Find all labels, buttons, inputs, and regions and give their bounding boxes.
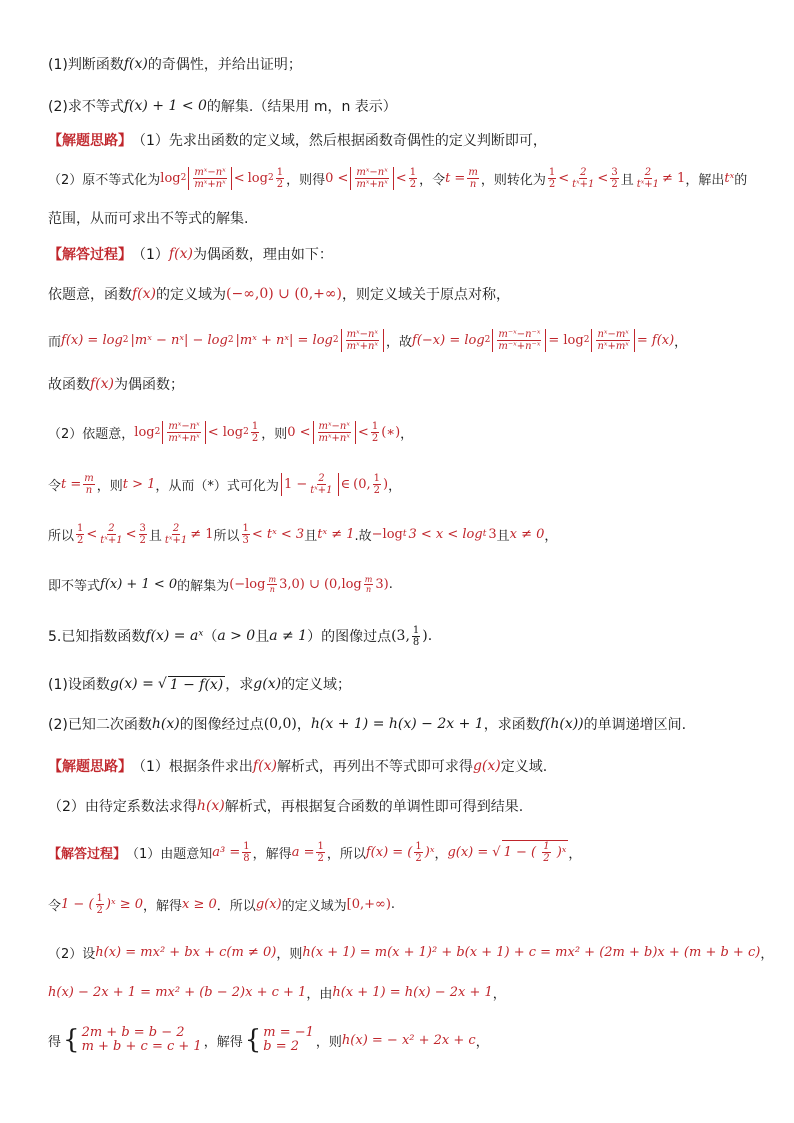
abs-value bbox=[591, 329, 634, 352]
text: (1)设函数 bbox=[48, 677, 110, 693]
line-answer-2b bbox=[48, 470, 754, 498]
text: ，解得 bbox=[203, 1034, 243, 1050]
text: 范围，从而可求出不等式的解集. bbox=[48, 211, 249, 227]
math: 1 − ( bbox=[503, 845, 537, 860]
text: ，从而（*）式可化为 bbox=[155, 478, 279, 494]
text: ， bbox=[434, 846, 448, 862]
math: t = bbox=[445, 170, 466, 186]
math: log bbox=[134, 424, 155, 440]
text: 且 bbox=[620, 172, 634, 188]
math: f(x) + 1 < 0 bbox=[123, 98, 207, 114]
equation-system: { 2m + b = b − 2 m + b + c = c + 1 bbox=[63, 1025, 202, 1055]
text: 且 bbox=[304, 528, 318, 544]
text: ，则 bbox=[276, 946, 303, 962]
text: (2)求不等式 bbox=[48, 99, 124, 115]
text: ， bbox=[296, 717, 311, 733]
text: ，则 bbox=[96, 478, 123, 494]
line-answer-2c bbox=[48, 520, 754, 548]
math: < log bbox=[207, 424, 244, 440]
math: f(−x) = log bbox=[412, 332, 485, 348]
text: ，则 bbox=[261, 426, 288, 442]
section-tag: 【解题思路】 bbox=[48, 133, 132, 149]
fraction: $\frac{1}{3}$ bbox=[242, 522, 249, 546]
math: a ≠ 1 bbox=[269, 628, 308, 644]
text: ，则得 bbox=[286, 172, 326, 188]
math: h(x + 1) = h(x) − 2x + 1 bbox=[332, 984, 493, 1000]
abs-value bbox=[188, 167, 231, 190]
abs-value bbox=[281, 473, 339, 496]
line-conclusion-even bbox=[48, 370, 754, 398]
math: 3 bbox=[488, 526, 497, 542]
text: 的奇偶性，并给出证明； bbox=[147, 57, 302, 73]
math: g(x) bbox=[472, 758, 501, 774]
fraction: $\frac{m}{n}$ bbox=[268, 574, 277, 594]
fraction: $\frac{\text{mˣ−nˣ}}{\text{mˣ+nˣ}}$ bbox=[346, 328, 378, 352]
math: 1 − ( bbox=[61, 896, 94, 912]
text: 定义域. bbox=[500, 759, 548, 775]
text: 的定义域； bbox=[281, 677, 352, 693]
text: . bbox=[427, 628, 433, 644]
math: (0, bbox=[353, 476, 371, 492]
math: 3) bbox=[375, 576, 389, 592]
math: f(x) = ( bbox=[365, 844, 413, 860]
fraction: $\frac{1}{2}$ bbox=[543, 841, 550, 864]
abs-value bbox=[350, 167, 393, 190]
text: 的定义域为 bbox=[281, 898, 347, 914]
text: （ bbox=[203, 629, 218, 645]
math: h(x) bbox=[196, 798, 225, 814]
fraction: $\frac{\text{mˣ−nˣ}}{\text{mˣ+nˣ}}$ bbox=[318, 420, 350, 444]
math: 2 bbox=[583, 335, 590, 345]
math: = f(x) bbox=[636, 332, 675, 348]
math: f(x) bbox=[252, 758, 277, 774]
math: < bbox=[558, 170, 570, 186]
line-problem-5-part1 bbox=[48, 670, 754, 698]
line-answer-2a bbox=[48, 418, 754, 446]
fraction: $\frac{2}{\text{tˣ+1}}$ bbox=[636, 166, 660, 190]
text: （2）设 bbox=[48, 946, 96, 962]
text: （1） bbox=[132, 247, 169, 263]
fraction: $\frac{m}{n}$ bbox=[468, 166, 478, 190]
math: f(x) bbox=[168, 246, 193, 262]
text: （1）根据条件求出 bbox=[132, 759, 253, 775]
text: ）的图像过点 bbox=[307, 629, 392, 645]
math: a > 0 bbox=[217, 628, 256, 644]
math: 2 bbox=[180, 173, 187, 183]
math: 3,0) ∪ (0,log bbox=[279, 576, 362, 592]
math: g(x) = bbox=[109, 676, 154, 692]
text: （2）由待定系数法求得 bbox=[48, 799, 197, 815]
text: 5.已知指数函数 bbox=[48, 629, 146, 645]
text: ， bbox=[388, 478, 402, 494]
math: g(x) = bbox=[447, 844, 489, 860]
line-solution-idea-1 bbox=[48, 126, 754, 154]
math: < bbox=[86, 526, 98, 542]
text: 解析式，再根据复合函数的单调性即可得到结果. bbox=[224, 799, 524, 815]
math: f(h(x)) bbox=[539, 716, 584, 732]
fraction: $\frac{1}{8}$ bbox=[412, 624, 420, 648]
math: 3 < x < log bbox=[408, 526, 483, 542]
fraction: $\frac{2}{\text{tˣ+1}}$ bbox=[572, 166, 595, 190]
line-problem-5-answer-1 bbox=[48, 838, 754, 866]
text: 为偶函数，理由如下： bbox=[192, 247, 333, 263]
math: x ≥ 0 bbox=[182, 896, 217, 912]
abs-value bbox=[341, 329, 384, 352]
text: ，求函数 bbox=[483, 717, 540, 733]
fraction: $\frac{1}{2}$ bbox=[371, 420, 379, 444]
line-problem-5-part2 bbox=[48, 710, 754, 738]
math: log bbox=[247, 170, 268, 186]
math: < bbox=[233, 170, 245, 186]
text: (2)已知二次函数 bbox=[48, 717, 152, 733]
math: < bbox=[357, 424, 369, 440]
text: （2）原不等式化为 bbox=[48, 172, 161, 188]
math: )ˣ bbox=[556, 845, 567, 860]
math: h(x) bbox=[151, 716, 180, 732]
math: g(x) bbox=[255, 896, 282, 912]
math: )ˣ bbox=[424, 844, 435, 860]
sqrt: √ 1 − ( $\frac{1}{2}$ )ˣ bbox=[492, 841, 567, 864]
text: 令 bbox=[48, 898, 62, 914]
text: 的解集.（结果用 m，n 表示） bbox=[206, 99, 397, 115]
math: )ˣ ≥ 0 bbox=[105, 896, 144, 912]
math: 2 bbox=[332, 335, 339, 345]
fraction: $\frac{2}{\text{tˣ+1}}$ bbox=[164, 522, 188, 546]
math: |mˣ + nˣ| = log bbox=[235, 332, 333, 348]
math: a = bbox=[291, 844, 315, 860]
text: ， bbox=[674, 334, 688, 350]
text: ，则定义域关于原点对称， bbox=[342, 287, 510, 303]
text: 的图像经过点 bbox=[179, 717, 264, 733]
text: ，解得 bbox=[252, 846, 292, 862]
text: 得 bbox=[48, 1034, 62, 1050]
math: < bbox=[125, 526, 137, 542]
text: . bbox=[390, 896, 396, 912]
text: 且 bbox=[148, 528, 162, 544]
text: 的单调递增区间. bbox=[583, 717, 687, 733]
line-solution-idea-2 bbox=[48, 164, 754, 192]
abs-value bbox=[162, 421, 205, 444]
math: h(x) = mx² + bx + c(m ≠ 0) bbox=[95, 944, 277, 960]
math: < bbox=[597, 170, 609, 186]
math: (∗) bbox=[381, 424, 401, 440]
fraction: $\frac{\text{m⁻ˣ−n⁻ˣ}}{\text{m⁻ˣ+n⁻ˣ}}$ bbox=[498, 328, 541, 352]
math: f(x) + 1 < 0 bbox=[100, 576, 178, 592]
math: f(x) bbox=[123, 56, 148, 72]
text: . bbox=[388, 576, 393, 592]
math: ≠ 1 bbox=[190, 526, 214, 542]
line-part2-question bbox=[48, 92, 754, 120]
fraction: $\frac{m}{n}$ bbox=[364, 574, 373, 594]
math: |mˣ − nˣ| − log bbox=[130, 332, 228, 348]
line-answer-2-result bbox=[48, 570, 754, 598]
section-tag: 【解答过程】 bbox=[48, 846, 127, 862]
line-domain bbox=[48, 280, 754, 308]
abs-value bbox=[492, 329, 546, 352]
text: （1）先求出函数的定义域，然后根据函数奇偶性的定义判断即可， bbox=[132, 133, 547, 149]
text: 所以 bbox=[48, 528, 75, 544]
math: 2 bbox=[122, 335, 129, 345]
line-problem-5-idea-2 bbox=[48, 792, 754, 820]
equation-system: { m = −1 b = 2 bbox=[244, 1025, 314, 1055]
text: 的解集为 bbox=[177, 578, 230, 594]
math: (0,0) bbox=[263, 716, 297, 732]
line-problem-5-answer-2c bbox=[48, 1022, 754, 1058]
fraction: $\frac{1}{2}$ bbox=[276, 166, 284, 190]
fraction: $\frac{1}{2}$ bbox=[317, 840, 324, 864]
math: ∈ bbox=[340, 476, 351, 492]
math: [0,+∞) bbox=[346, 896, 391, 912]
text: 且 bbox=[255, 629, 270, 645]
text: ．所以 bbox=[216, 898, 256, 914]
fraction: $\frac{1}{2}$ bbox=[96, 892, 103, 916]
text: 所以 bbox=[213, 528, 240, 544]
math: x ≠ 0 bbox=[509, 526, 545, 542]
math: tˣ ≠ 1 bbox=[317, 526, 355, 542]
fraction: $\frac{2}{\text{tˣ+1}}$ bbox=[100, 522, 123, 546]
math: 2 bbox=[267, 173, 274, 183]
fraction: $\frac{1}{2}$ bbox=[251, 420, 259, 444]
math: t bbox=[482, 529, 487, 539]
fraction: $\frac{1}{2}$ bbox=[373, 472, 381, 496]
line-solution-idea-3 bbox=[48, 204, 754, 232]
text: ，解出 bbox=[685, 172, 725, 188]
text: ， bbox=[492, 986, 506, 1002]
math: 0 < bbox=[325, 170, 349, 186]
math: log bbox=[160, 170, 181, 186]
math: f(x) = aˣ bbox=[145, 628, 204, 644]
fraction: $\frac{\text{mˣ−nˣ}}{\text{mˣ+nˣ}}$ bbox=[194, 166, 226, 190]
text: (1)判断函数 bbox=[48, 57, 124, 73]
abs-value bbox=[313, 421, 356, 444]
text: ，则 bbox=[315, 1034, 342, 1050]
fraction: $\frac{\text{mˣ−nˣ}}{\text{mˣ+nˣ}}$ bbox=[168, 420, 200, 444]
math: ) bbox=[383, 476, 389, 492]
line-problem-5-idea-1 bbox=[48, 752, 754, 780]
text: 解析式，再列出不等式即可求得 bbox=[276, 759, 473, 775]
math: −log bbox=[371, 526, 403, 542]
text: 的 bbox=[734, 172, 748, 188]
text: 依题意，函数 bbox=[48, 287, 132, 303]
text: 的定义域为 bbox=[156, 287, 227, 303]
math: f(x) = log bbox=[61, 332, 123, 348]
section-tag: 【解答过程】 bbox=[48, 247, 132, 263]
math: f(x) bbox=[132, 286, 157, 302]
text: 即不等式 bbox=[48, 578, 101, 594]
fraction: $\frac{1}{8}$ bbox=[243, 840, 250, 864]
text: 为偶函数； bbox=[114, 377, 185, 393]
math: a³ = bbox=[212, 844, 241, 860]
text: ，故 bbox=[386, 334, 413, 350]
section-tag: 【解题思路】 bbox=[48, 759, 132, 775]
math: = log bbox=[548, 332, 584, 348]
line-problem-5-answer-2b bbox=[48, 978, 754, 1006]
text: 令 bbox=[48, 478, 62, 494]
math: h(x + 1) = h(x) − 2x + 1 bbox=[310, 716, 484, 732]
text: ，则转化为 bbox=[480, 172, 546, 188]
math: 0 < bbox=[287, 424, 311, 440]
math: < tˣ < 3 bbox=[251, 526, 305, 542]
fraction: $\frac{\text{mˣ−nˣ}}{\text{mˣ+nˣ}}$ bbox=[356, 166, 388, 190]
line-problem-5-answer-1b bbox=[48, 890, 754, 918]
math: (−log bbox=[229, 576, 266, 592]
text: ，求 bbox=[225, 677, 254, 693]
sqrt: √ 1 − f(x) bbox=[157, 676, 224, 693]
fraction: $\frac{\text{nˣ−mˣ}}{\text{nˣ+mˣ}}$ bbox=[597, 328, 629, 352]
math: t bbox=[402, 529, 407, 539]
text: （1）由题意知 bbox=[126, 846, 213, 862]
math: t = bbox=[61, 476, 82, 492]
math: (−∞,0) ∪ (0,+∞) bbox=[226, 286, 342, 302]
fraction: $\frac{1}{2}$ bbox=[409, 166, 417, 190]
text: 且 bbox=[496, 528, 510, 544]
math: 2 bbox=[227, 335, 234, 345]
text: ，由 bbox=[306, 986, 333, 1002]
math: h(x) − 2x + 1 = mx² + (b − 2)x + c + 1 bbox=[48, 984, 307, 1000]
fraction: $\frac{1}{2}$ bbox=[415, 840, 422, 864]
math: tˣ bbox=[724, 170, 735, 186]
line-part1-question bbox=[48, 50, 754, 78]
line-proof-even bbox=[48, 326, 754, 354]
math: g(x) bbox=[253, 676, 282, 692]
math: < bbox=[395, 170, 407, 186]
text: （2）依题意， bbox=[48, 426, 135, 442]
math: f(x) bbox=[90, 376, 115, 392]
text: 而 bbox=[48, 334, 62, 350]
text: 故函数 bbox=[48, 377, 90, 393]
math: h(x) = − x² + 2x + c bbox=[341, 1032, 476, 1048]
text: ，令 bbox=[419, 172, 446, 188]
math: ≠ 1 bbox=[662, 170, 686, 186]
text: ， bbox=[400, 426, 414, 442]
math: 2 bbox=[484, 335, 491, 345]
math: t > 1 bbox=[122, 476, 156, 492]
text: ， bbox=[760, 946, 774, 962]
math: 2 bbox=[243, 427, 249, 437]
fraction: $\frac{3}{2}$ bbox=[139, 522, 146, 546]
line-answer-1 bbox=[48, 240, 754, 268]
fraction: $\frac{3}{2}$ bbox=[611, 166, 618, 190]
line-problem-5-answer-2a bbox=[48, 938, 774, 966]
math: 2 bbox=[154, 427, 161, 437]
math: h(x + 1) = m(x + 1)² + b(x + 1) + c = mx² + (2m + b)x + (m + b + c) bbox=[302, 944, 761, 960]
fraction: $\frac{m}{n}$ bbox=[84, 472, 94, 496]
fraction: $\frac{1}{2}$ bbox=[548, 166, 556, 190]
text: .故 bbox=[354, 528, 372, 544]
fraction: $\frac{1}{2}$ bbox=[77, 522, 84, 546]
math: (3, bbox=[391, 628, 410, 644]
math: 1 − bbox=[283, 476, 308, 492]
line-problem-5 bbox=[48, 622, 754, 650]
text: ， bbox=[544, 528, 558, 544]
math: ) bbox=[422, 628, 428, 644]
text: ， bbox=[568, 846, 582, 862]
text: ，所以 bbox=[326, 846, 366, 862]
text: ，解得 bbox=[143, 898, 183, 914]
fraction: $\frac{2}{\text{tˣ+1}}$ bbox=[310, 472, 333, 496]
text: ， bbox=[475, 1034, 489, 1050]
